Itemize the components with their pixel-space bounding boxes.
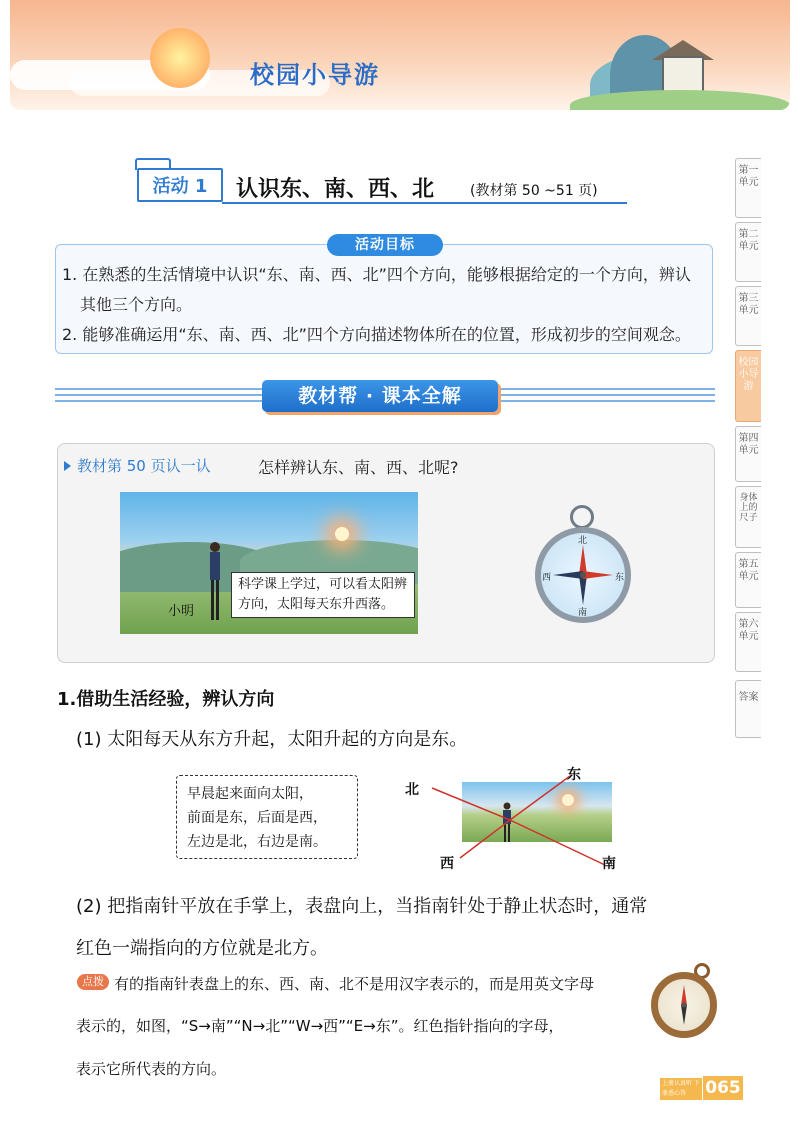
compass-east-label: 东 <box>615 573 625 583</box>
sun-icon <box>150 28 210 88</box>
side-tab-unit-4[interactable]: 第四单元 <box>735 426 761 482</box>
side-tab-unit-6[interactable]: 第六单元 <box>735 612 761 672</box>
compass-west-label: 西 <box>542 573 552 583</box>
activity-underline <box>222 202 627 204</box>
mnemonic-line: 早晨起来面向太阳， <box>187 786 313 802</box>
panel-heading-text: 教材第 50 页认一认 <box>77 457 211 475</box>
section-heading: 1.借助生活经验，辨认方向 <box>57 689 275 710</box>
side-tab-campus-guide[interactable]: 校园小导游 <box>735 350 761 422</box>
north-label: 北 <box>405 782 419 798</box>
west-label: 西 <box>440 856 454 872</box>
side-tab-unit-3[interactable]: 第三单元 <box>735 286 761 346</box>
side-tab-answers[interactable]: 答案 <box>735 680 761 738</box>
boy-figure <box>208 540 222 622</box>
activity-pages: (教材第 50 ~51 页) <box>470 183 598 199</box>
tip-line-2: 表示的，如图，“S→南”“N→北”“W→西”“E→东”。红色指针指向的字母， <box>76 1017 564 1035</box>
compass-icon <box>535 527 631 623</box>
activity-label: 活动 1 <box>137 168 223 202</box>
tip-line-3: 表示它所代表的方向。 <box>76 1060 227 1078</box>
compass-north-label: 北 <box>578 536 588 546</box>
letter-compass-icon <box>651 972 717 1038</box>
panel-question: 怎样辨认东、南、西、北呢? <box>258 458 459 477</box>
header-banner <box>10 0 790 110</box>
boy-name-label: 小明 <box>168 604 195 619</box>
goals-badge: 活动目标 <box>327 234 443 256</box>
south-label: 南 <box>602 856 616 872</box>
section-banner: 教材帮 · 课本全解 <box>262 380 498 412</box>
tip-line-1: 有的指南针表盘上的东、西、南、北不是用汉字表示的，而是用英文字母 <box>114 975 595 993</box>
panel-heading <box>64 455 211 476</box>
compass-needle <box>658 979 710 1031</box>
goal-line-1-cont: 其他三个方向。 <box>80 295 193 314</box>
compass-ring <box>570 505 594 529</box>
footer-tag: 上册认真听 下册悉心答 <box>660 1078 702 1100</box>
east-label: 东 <box>567 767 581 783</box>
mnemonic-line: 左边是北，右边是南。 <box>187 834 327 850</box>
paragraph-2: (2) 把指南针平放在手掌上，表盘向上，当指南针处于静止状态时，通常 <box>76 896 648 917</box>
side-tab-unit-5[interactable]: 第五单元 <box>735 552 761 608</box>
page-title: 校园小导游 <box>250 61 380 89</box>
activity-title: 认识东、南、西、北 <box>236 177 435 202</box>
tip-badge: 点拨 <box>77 974 109 990</box>
mnemonic-box <box>176 775 358 859</box>
goal-line-2: 2. 能够准确运用“东、南、西、北”四个方向描述物体所在的位置，形成初步的空间观念。 <box>62 325 691 344</box>
mnemonic-line: 前面是东，后面是西， <box>187 810 327 826</box>
sun-icon <box>335 527 349 541</box>
paragraph-2-cont: 红色一端指向的方位就是北方。 <box>76 938 328 959</box>
side-tab-unit-1[interactable]: 第一单元 <box>735 158 761 218</box>
paragraph-1: (1) 太阳每天从东方升起，太阳升起的方向是东。 <box>76 729 468 750</box>
page-number: 065 <box>703 1076 743 1100</box>
side-tab-body-ruler[interactable]: 身体上的尺子 <box>735 486 761 548</box>
goal-line-1: 1. 在熟悉的生活情境中认识“东、南、西、北”四个方向，能够根据给定的一个方向，辨认 <box>62 265 691 284</box>
compass-south-label: 南 <box>578 608 588 618</box>
triangle-right-icon <box>64 461 71 471</box>
speech-bubble: 科学课上学过，可以看太阳辨方向，太阳每天东升西落。 <box>231 572 415 618</box>
side-tab-unit-2[interactable]: 第二单元 <box>735 222 761 282</box>
